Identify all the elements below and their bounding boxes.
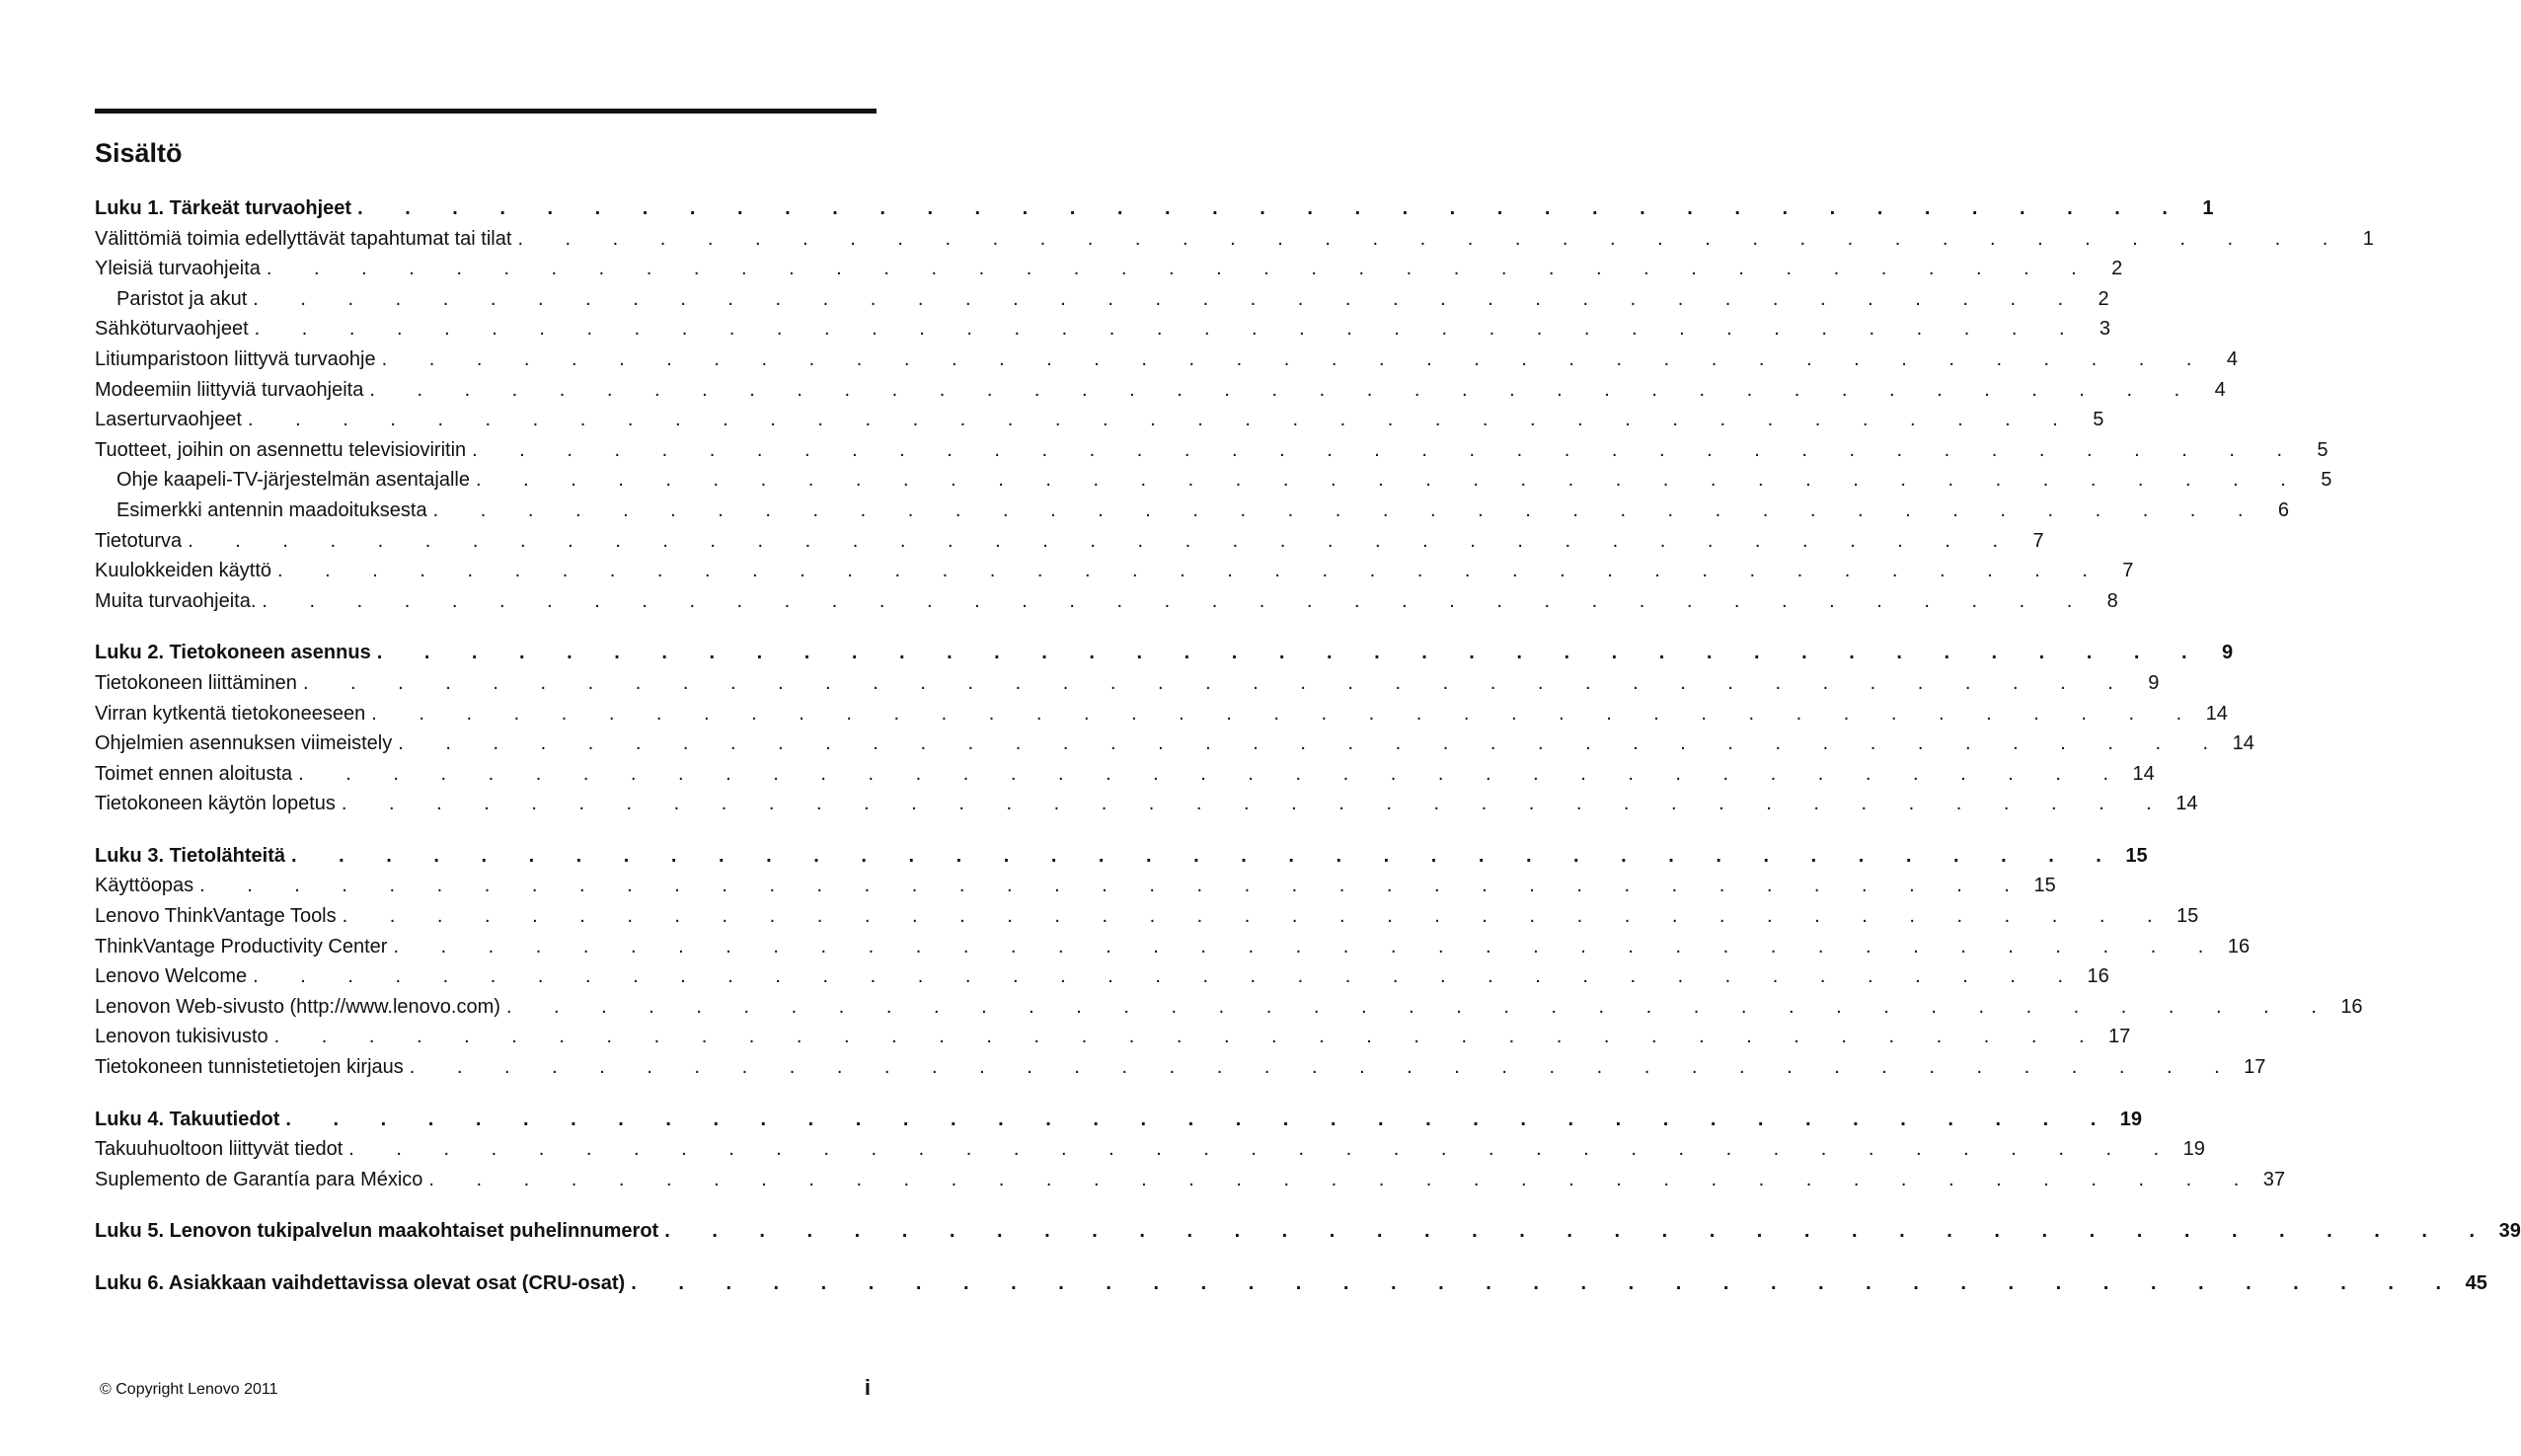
dot-leader: . . . . . . . . . . . . . . . . . . . . . . . . . . . . . . . . . . . . . . . bbox=[266, 258, 2096, 280]
toc-entry-label: Luku 1. Tärkeät turvaohjeet bbox=[95, 197, 352, 219]
toc-entry-page: 4 bbox=[2214, 378, 2226, 401]
toc-entry-page: 9 bbox=[2148, 671, 2160, 694]
dot-leader: . . . . . . . . . . . . . . . . . . . . . . . . . . . . . . . . . . . . . . . bbox=[398, 732, 2227, 755]
toc-entry-page: 17 bbox=[2244, 1056, 2266, 1079]
toc-entry-label: Paristot ja akut bbox=[116, 287, 248, 310]
toc-entry[interactable] bbox=[95, 1165, 2286, 1195]
toc-chapter-entry[interactable] bbox=[95, 841, 2148, 872]
toc-entry-label: Välittömiä toimia edellyttävät tapahtumat tai tilat bbox=[95, 227, 512, 250]
toc-entry[interactable] bbox=[95, 1134, 2205, 1165]
toc-entry-page: 45 bbox=[2465, 1272, 2487, 1294]
toc-entry-page: 14 bbox=[2132, 762, 2155, 785]
toc-chapter-entry[interactable] bbox=[95, 1268, 2487, 1299]
toc-entry-page: 39 bbox=[2498, 1220, 2521, 1243]
toc-entry[interactable] bbox=[95, 375, 2226, 406]
toc-entry[interactable] bbox=[95, 759, 2155, 790]
toc-entry[interactable] bbox=[95, 556, 2134, 586]
dot-leader: . . . . . . . . . . . . . . . . . . . . . . . . . . . . . . . . . . . . . . . bbox=[357, 197, 2186, 219]
toc-entry-page: 37 bbox=[2262, 1168, 2286, 1190]
toc-group bbox=[95, 1216, 2521, 1247]
toc-entry-label: Muita turvaohjeita. bbox=[95, 589, 257, 612]
toc-entry-label: Tietokoneen tunnistetietojen kirjaus bbox=[95, 1056, 404, 1079]
toc-entry-page: 19 bbox=[2182, 1138, 2205, 1161]
toc-group bbox=[95, 1105, 2286, 1195]
toc-entry-label: Lenovo ThinkVantage Tools bbox=[95, 905, 337, 928]
toc-entry[interactable] bbox=[95, 668, 2160, 699]
dot-leader: . . . . . . . . . . . . . . . . . . . . . . . . . . . . . . . . . . . . . . . bbox=[432, 498, 2261, 521]
dot-leader: . . . . . . . . . . . . . . . . . . . . . . . . . . . . . . . . . . . . . . . bbox=[517, 227, 2346, 250]
dot-leader: . . . . . . . . . . . . . . . . . . . . . . . . . . . . . . . . . . . . . . . bbox=[631, 1272, 2460, 1294]
toc-entry-page: 5 bbox=[2321, 469, 2332, 492]
toc-entry[interactable] bbox=[95, 254, 2123, 284]
dot-leader: . . . . . . . . . . . . . . . . . . . . . . . . . . . . . . . . . . . . . . . bbox=[393, 935, 2222, 958]
dot-leader: . . . . . . . . . . . . . . . . . . . . . . . . . . . . . . . . . . . . . . . bbox=[348, 1138, 2177, 1161]
toc-entry[interactable] bbox=[95, 961, 2109, 992]
toc-entry-page: 19 bbox=[2119, 1108, 2143, 1130]
dot-leader: . . . . . . . . . . . . . . . . . . . . . . . . . . . . . . . . . . . . . . . bbox=[277, 560, 2106, 582]
dot-leader: . . . . . . . . . . . . . . . . . . . . . . . . . . . . . . . . . . . . . . . bbox=[253, 965, 2082, 988]
toc-entry-page: 4 bbox=[2226, 347, 2238, 370]
toc-group bbox=[95, 1268, 2487, 1299]
dot-leader: . . . . . . . . . . . . . . . . . . . . . . . . . . . . . . . . . . . . . . . bbox=[291, 844, 2120, 867]
dot-leader: . . . . . . . . . . . . . . . . . . . . . . . . . . . . . . . . . . . . . . . bbox=[253, 287, 2082, 310]
toc-entry-label: Litiumparistoon liittyvä turvaohje bbox=[95, 347, 376, 370]
dot-leader: . . . . . . . . . . . . . . . . . . . . . . . . . . . . . . . . . . . . . . . bbox=[428, 1168, 2257, 1190]
toc-entry[interactable] bbox=[95, 586, 2118, 617]
dot-leader: . . . . . . . . . . . . . . . . . . . . . . . . . . . . . . . . . . . . . . . bbox=[285, 1108, 2114, 1130]
toc-chapter-entry[interactable] bbox=[95, 638, 2234, 668]
page-title: Sisältö bbox=[95, 138, 183, 168]
toc-entry[interactable] bbox=[95, 224, 2374, 255]
toc-entry-label: Tuotteet, joihin on asennettu televisioviritin bbox=[95, 438, 467, 461]
toc-entry-page: 15 bbox=[2125, 844, 2148, 867]
toc-entry[interactable] bbox=[95, 435, 2329, 466]
dot-leader: . . . . . . . . . . . . . . . . . . . . . . . . . . . . . . . . . . . . . . . bbox=[505, 995, 2335, 1018]
copyright-notice: © Copyright Lenovo 2011 bbox=[100, 1381, 278, 1398]
toc-group bbox=[95, 841, 2363, 1083]
toc-entry[interactable] bbox=[95, 314, 2111, 345]
toc-entry-label: Modeemiin liittyviä turvaohjeita bbox=[95, 378, 364, 401]
toc-entry-page: 5 bbox=[2317, 438, 2329, 461]
toc-entry-label: Esimerkki antennin maadoituksesta bbox=[116, 498, 427, 521]
dot-leader: . . . . . . . . . . . . . . . . . . . . . . . . . . . . . . . . . . . . . . . bbox=[199, 875, 2028, 897]
toc-entry-page: 14 bbox=[2176, 793, 2198, 815]
toc-entry-page: 7 bbox=[2032, 529, 2044, 552]
toc-entry-label: Ohje kaapeli-TV-järjestelmän asentajalle bbox=[116, 469, 470, 492]
toc-entry[interactable] bbox=[95, 1052, 2266, 1083]
toc-entry-label: Luku 4. Takuutiedot bbox=[95, 1108, 280, 1130]
toc-chapter-entry[interactable] bbox=[95, 1105, 2143, 1135]
toc-entry-label: Takuuhuoltoon liittyvät tiedot bbox=[95, 1138, 344, 1161]
toc-chapter-entry[interactable] bbox=[95, 193, 2214, 224]
dot-leader: . . . . . . . . . . . . . . . . . . . . . . . . . . . . . . . . . . . . . . . bbox=[298, 762, 2127, 785]
dot-leader: . . . . . . . . . . . . . . . . . . . . . . . . . . . . . . . . . . . . . . . bbox=[247, 409, 2077, 431]
toc-entry[interactable] bbox=[95, 345, 2238, 375]
dot-leader: . . . . . . . . . . . . . . . . . . . . . . . . . . . . . . . . . . . . . . . bbox=[369, 378, 2198, 401]
dot-leader: . . . . . . . . . . . . . . . . . . . . . . . . . . . . . . . . . . . . . . . bbox=[371, 702, 2200, 725]
toc-group bbox=[95, 193, 2374, 616]
toc-entry-label: Toimet ennen aloitusta bbox=[95, 762, 293, 785]
toc-entry-page: 2 bbox=[2098, 287, 2109, 310]
dot-leader: . . . . . . . . . . . . . . . . . . . . . . . . . . . . . . . . . . . . . . . bbox=[262, 589, 2091, 612]
toc-entry[interactable] bbox=[95, 992, 2363, 1023]
toc-entry-page: 17 bbox=[2108, 1026, 2131, 1048]
toc-entry-label: Luku 5. Lenovon tukipalvelun maakohtaiset puhelinnumerot bbox=[95, 1220, 659, 1243]
dot-leader: . . . . . . . . . . . . . . . . . . . . . . . . . . . . . . . . . . . . . . . bbox=[664, 1220, 2493, 1243]
toc-entry[interactable] bbox=[95, 526, 2044, 557]
toc-entry[interactable] bbox=[95, 901, 2199, 932]
toc-entry-label: Laserturvaohjeet bbox=[95, 409, 242, 431]
toc-group bbox=[95, 638, 2254, 819]
toc-entry-label: Luku 2. Tietokoneen asennus bbox=[95, 642, 371, 664]
toc-entry-page: 1 bbox=[2362, 227, 2374, 250]
toc-entry-label: Lenovo Welcome bbox=[95, 965, 248, 988]
toc-entry[interactable] bbox=[95, 284, 2109, 315]
toc-entry-label: Tietokoneen liittäminen bbox=[95, 671, 297, 694]
toc-entry-label: Luku 6. Asiakkaan vaihdettavissa olevat osat (CRU-osat) bbox=[95, 1272, 626, 1294]
toc-entry-label: Yleisiä turvaohjeita bbox=[95, 258, 261, 280]
toc-entry-page: 6 bbox=[2277, 498, 2289, 521]
toc-entry-page: 9 bbox=[2221, 642, 2234, 664]
dot-leader: . . . . . . . . . . . . . . . . . . . . . . . . . . . . . . . . . . . . . . . bbox=[381, 347, 2210, 370]
toc-entry-label: Luku 3. Tietolähteitä bbox=[95, 844, 285, 867]
toc-entry[interactable] bbox=[95, 871, 2056, 901]
toc-entry-label: Kuulokkeiden käyttö bbox=[95, 560, 272, 582]
toc-entry-label: Tietoturva bbox=[95, 529, 183, 552]
toc-entry-page: 8 bbox=[2106, 589, 2118, 612]
toc-entry-label: ThinkVantage Productivity Center bbox=[95, 935, 388, 958]
dot-leader: . . . . . . . . . . . . . . . . . . . . . . . . . . . . . . . . . . . . . . . bbox=[341, 793, 2171, 815]
header-rule bbox=[95, 109, 877, 114]
dot-leader: . . . . . . . . . . . . . . . . . . . . . . . . . . . . . . . . . . . . . . . bbox=[188, 529, 2017, 552]
dot-leader: . . . . . . . . . . . . . . . . . . . . . . . . . . . . . . . . . . . . . . . bbox=[342, 905, 2172, 928]
dot-leader: . . . . . . . . . . . . . . . . . . . . . . . . . . . . . . . . . . . . . . . bbox=[273, 1026, 2103, 1048]
toc-chapter-entry[interactable] bbox=[95, 1216, 2521, 1247]
toc-entry-label: Suplemento de Garantía para México bbox=[95, 1168, 423, 1190]
toc-entry-page: 15 bbox=[2033, 875, 2056, 897]
toc-entry-page: 7 bbox=[2122, 560, 2134, 582]
dot-leader: . . . . . . . . . . . . . . . . . . . . . . . . . . . . . . . . . . . . . . . bbox=[472, 438, 2301, 461]
toc-entry[interactable] bbox=[95, 465, 2332, 496]
page-number: i bbox=[864, 1375, 871, 1400]
toc-entry[interactable] bbox=[95, 789, 2198, 819]
table-of-contents bbox=[95, 193, 2521, 1321]
toc-entry-page: 14 bbox=[2205, 702, 2228, 725]
toc-entry-label: Ohjelmien asennuksen viimeistely bbox=[95, 732, 393, 755]
toc-entry-page: 1 bbox=[2202, 197, 2214, 219]
dot-leader: . . . . . . . . . . . . . . . . . . . . . . . . . . . . . . . . . . . . . . . bbox=[254, 318, 2084, 341]
toc-entry-label: Tietokoneen käytön lopetus bbox=[95, 793, 336, 815]
toc-entry[interactable] bbox=[95, 932, 2251, 962]
toc-entry-page: 16 bbox=[2227, 935, 2251, 958]
toc-entry[interactable] bbox=[95, 496, 2289, 526]
toc-entry-page: 15 bbox=[2177, 905, 2199, 928]
toc-entry-page: 2 bbox=[2111, 258, 2123, 280]
toc-entry-label: Käyttöopas bbox=[95, 875, 194, 897]
toc-entry-page: 16 bbox=[2087, 965, 2109, 988]
toc-entry-label: Virran kytkentä tietokoneeseen bbox=[95, 702, 366, 725]
toc-entry[interactable] bbox=[95, 728, 2254, 759]
toc-entry-page: 16 bbox=[2340, 995, 2363, 1018]
toc-entry-label: Sähköturvaohjeet bbox=[95, 318, 249, 341]
toc-entry[interactable] bbox=[95, 699, 2228, 729]
toc-entry-label: Lenovon tukisivusto bbox=[95, 1026, 268, 1048]
toc-entry[interactable] bbox=[95, 405, 2104, 435]
dot-leader: . . . . . . . . . . . . . . . . . . . . . . . . . . . . . . . . . . . . . . . bbox=[409, 1056, 2239, 1079]
toc-entry[interactable] bbox=[95, 1022, 2131, 1052]
toc-entry-page: 14 bbox=[2232, 732, 2254, 755]
toc-entry-page: 5 bbox=[2093, 409, 2104, 431]
toc-entry-page: 3 bbox=[2099, 318, 2111, 341]
toc-entry-label: Lenovon Web-sivusto (http://www.lenovo.com) bbox=[95, 995, 500, 1018]
dot-leader: . . . . . . . . . . . . . . . . . . . . . . . . . . . . . . . . . . . . . . . bbox=[302, 671, 2132, 694]
dot-leader: . . . . . . . . . . . . . . . . . . . . . . . . . . . . . . . . . . . . . . . bbox=[475, 469, 2305, 492]
dot-leader: . . . . . . . . . . . . . . . . . . . . . . . . . . . . . . . . . . . . . . . bbox=[376, 642, 2206, 664]
